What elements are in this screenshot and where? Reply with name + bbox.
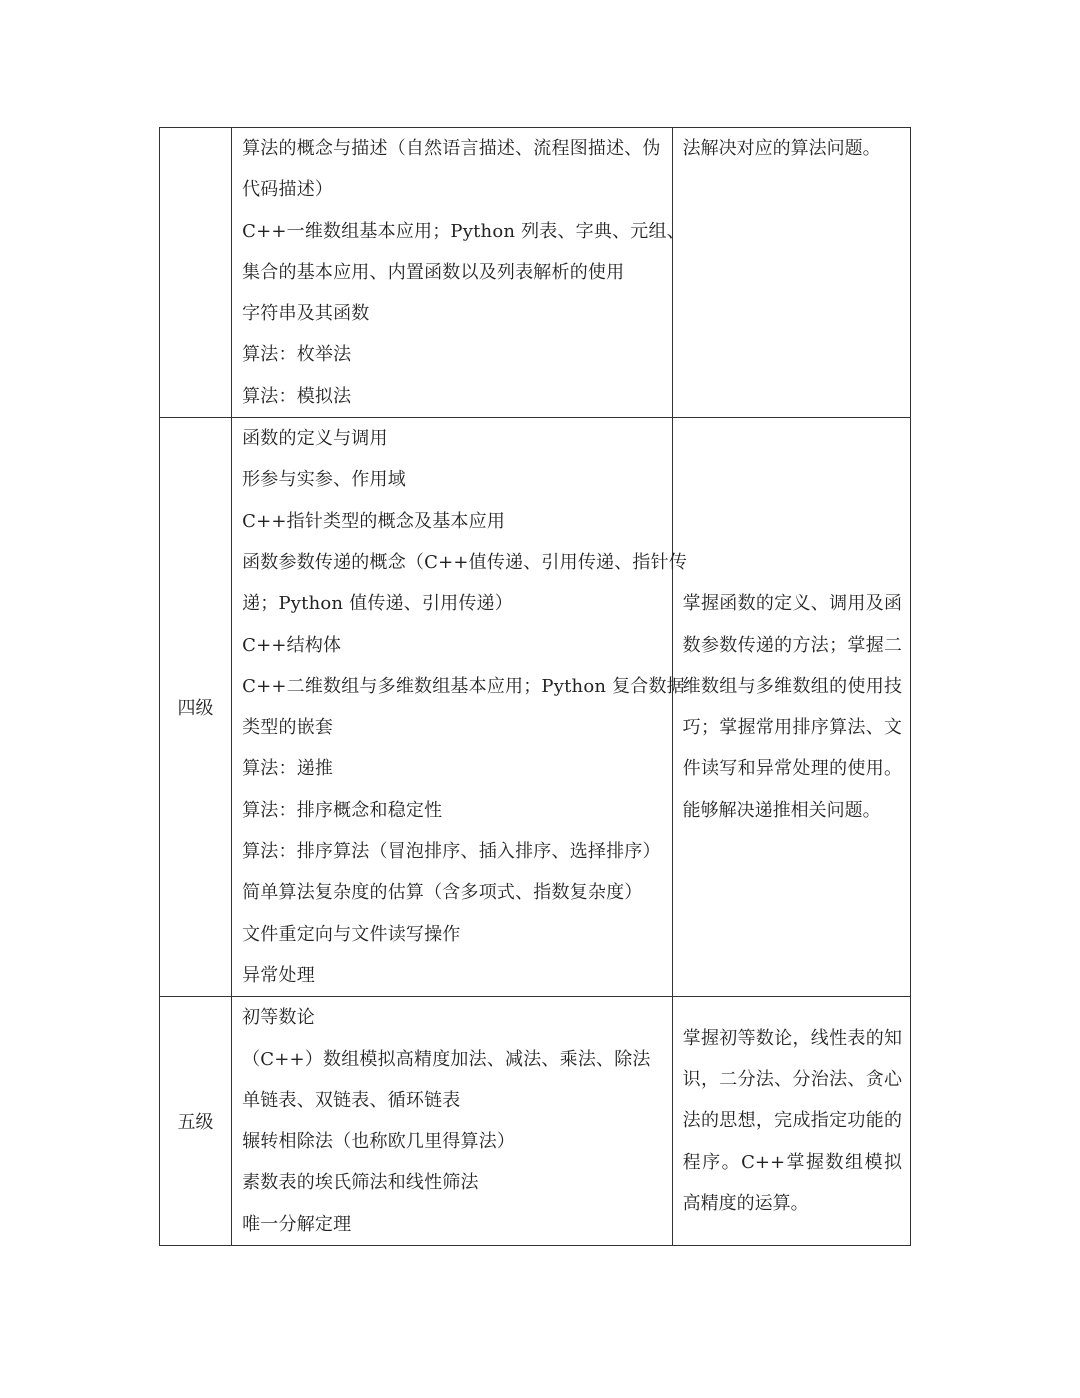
content-line: （C++）数组模拟高精度加法、减法、乘法、除法 — [242, 1048, 651, 1070]
content-line: 代码描述） — [242, 179, 334, 201]
table-row — [160, 128, 911, 418]
content-line: 单链表、双链表、循环链表 — [242, 1089, 461, 1111]
goal-text: 掌握函数的定义、调用及函数参数传递的方法；掌握二维数组与多维数组的使用技巧；掌握常用排序算法、文件读写和异常处理的使用。能够解决递推相关问题。 — [682, 593, 902, 821]
content-line: 集合的基本应用、内置函数以及列表解析的使用 — [242, 261, 625, 283]
content-cell — [232, 418, 688, 997]
curriculum-table — [159, 127, 911, 1246]
content-line: 唯一分解定理 — [242, 1213, 352, 1235]
content-line: 字符串及其函数 — [242, 303, 370, 325]
goal-text: 法解决对应的算法问题。 — [682, 138, 881, 159]
content-line: 函数参数传递的概念（C++值传递、引用传递、指针传 — [242, 551, 688, 573]
level-cell — [160, 128, 232, 418]
content-line: C++一维数组基本应用；Python 列表、字典、元组、 — [242, 220, 685, 242]
content-line: 形参与实参、作用域 — [242, 469, 406, 491]
table-row — [160, 997, 911, 1246]
content-line: 素数表的埃氏筛法和线性筛法 — [242, 1172, 479, 1194]
table-row — [160, 418, 911, 997]
content-line: 辗转相除法（也称欧几里得算法） — [242, 1131, 516, 1153]
content-line: C++二维数组与多维数组基本应用；Python 复合数据 — [242, 675, 685, 697]
content-line: 递；Python 值传递、引用传递） — [242, 593, 513, 615]
content-line: C++结构体 — [242, 634, 342, 656]
content-cell — [232, 997, 673, 1246]
content-line: 算法：模拟法 — [242, 385, 352, 407]
goal-text: 掌握初等数论，线性表的知识，二分法、分治法、贪心法的思想，完成指定功能的程序。C++掌握数组模拟高精度的运算。 — [682, 1027, 902, 1215]
content-line: 初等数论 — [242, 1007, 315, 1029]
content-line: 算法的概念与描述（自然语言描述、流程图描述、伪 — [242, 138, 661, 159]
goal-cell — [672, 997, 910, 1246]
content-line: 算法：排序算法（冒泡排序、插入排序、选择排序） — [242, 841, 661, 863]
content-line: 函数的定义与调用 — [242, 428, 388, 450]
content-line: 算法：枚举法 — [242, 344, 352, 366]
content-line: C++指针类型的概念及基本应用 — [242, 510, 506, 532]
goal-cell — [672, 128, 910, 418]
content-line: 异常处理 — [242, 964, 315, 986]
content-cell — [232, 128, 685, 418]
content-line: 算法：排序概念和稳定性 — [242, 799, 443, 821]
content-line: 算法：递推 — [242, 758, 334, 780]
content-line: 文件重定向与文件读写操作 — [242, 923, 461, 945]
goal-cell — [672, 418, 910, 997]
level-cell: 四级 — [160, 418, 232, 997]
content-line: 类型的嵌套 — [242, 717, 334, 739]
level-cell: 五级 — [160, 997, 232, 1246]
content-line: 简单算法复杂度的估算（含多项式、指数复杂度） — [242, 882, 643, 904]
